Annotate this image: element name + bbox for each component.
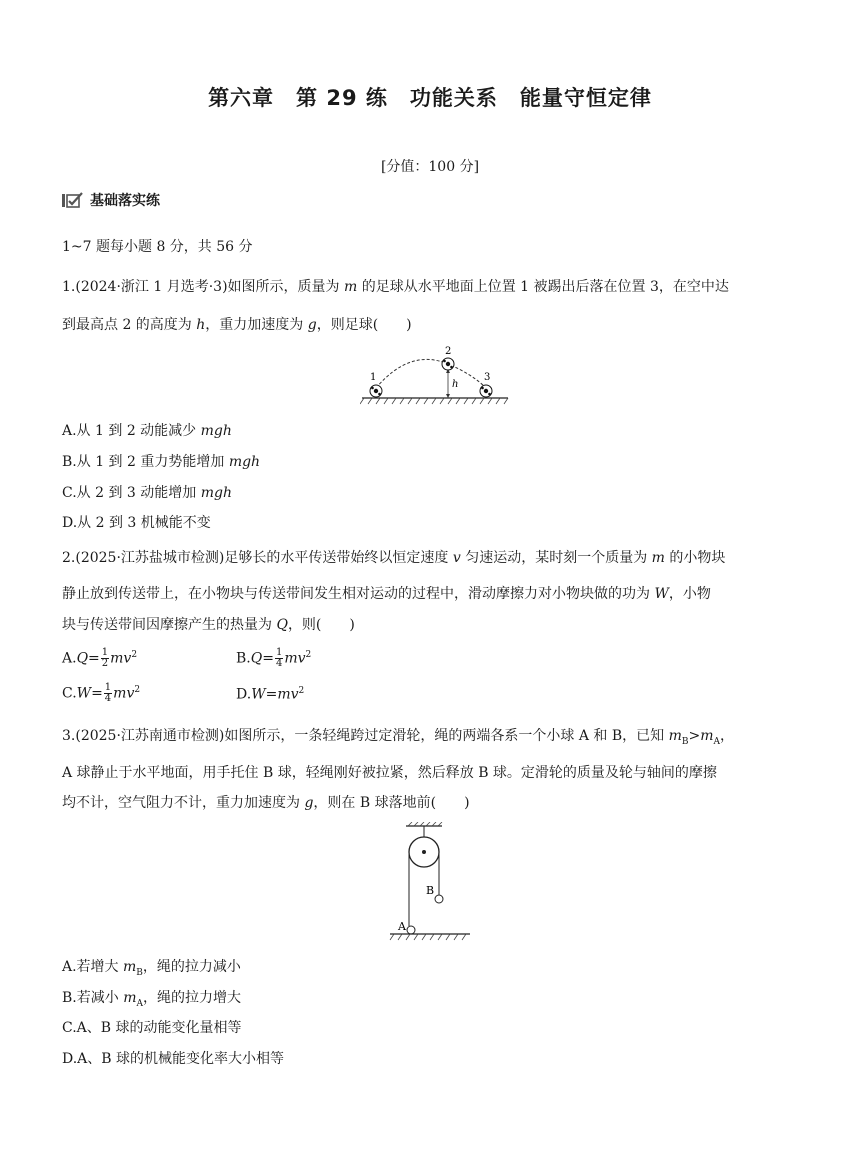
var-m: m bbox=[651, 550, 665, 566]
football-trajectory-figure bbox=[360, 342, 510, 408]
fig-label-2: 2 bbox=[445, 346, 452, 357]
fig-label-h: h bbox=[452, 379, 459, 390]
q2-option-a[interactable]: A.Q= $\frac{1}{2}$ $mv^2$ bbox=[62, 647, 138, 669]
ball-2 bbox=[442, 358, 454, 370]
fraction: $\frac{1}{4}$ bbox=[275, 647, 283, 669]
var-v: v bbox=[452, 550, 461, 566]
ball-3 bbox=[480, 385, 492, 397]
var-m: m bbox=[344, 279, 358, 295]
var-q: Q bbox=[276, 617, 288, 633]
q3-option-a[interactable]: A.若增大 $m_B$，绳的拉力减小 bbox=[62, 959, 241, 978]
q1-text: 到最高点 2 的高度为 bbox=[62, 317, 197, 333]
q1-text: ，则足球( ) bbox=[316, 317, 412, 333]
var-w: W bbox=[654, 586, 669, 602]
q1-option-d[interactable]: D.从 2 到 3 机械能不变 bbox=[62, 515, 211, 531]
ball-1 bbox=[370, 385, 382, 397]
q3-option-d[interactable]: D.A、B 球的机械能变化率大小相等 bbox=[62, 1051, 285, 1067]
q3-line-3: 均不计，空气阻力不计，重力加速度为 g，则在 B 球落地前( ) bbox=[62, 795, 470, 811]
q3-number: 3.( bbox=[62, 728, 81, 744]
ball-a bbox=[407, 926, 415, 934]
q2-source: 2025·江苏盐城市检测 bbox=[80, 550, 219, 566]
score-label: [分值：100 分] bbox=[380, 159, 480, 175]
section-label: 基础落实练 bbox=[90, 193, 160, 209]
var-g: g bbox=[307, 317, 317, 333]
q2-line-2: 静止放到传送带上，在小物块与传送带间发生相对运动的过程中，滑动摩擦力对小物块做的功为 W，小物 bbox=[62, 586, 711, 602]
fraction: $\frac{1}{4}$ bbox=[104, 682, 112, 704]
q1-text: 的足球从水平地面上位置 1 被踢出后落在位置 3，在空中达 bbox=[357, 279, 729, 295]
fig-label-a: A bbox=[398, 920, 406, 933]
q1-option-b[interactable]: B.从 1 到 2 重力势能增加 mgh bbox=[62, 454, 261, 470]
checkbox-icon bbox=[62, 192, 84, 208]
pulley-axle bbox=[422, 850, 426, 854]
fraction: $\frac{1}{2}$ bbox=[101, 647, 109, 669]
fig-label-1: 1 bbox=[370, 372, 377, 383]
q1-option-a[interactable]: A.从 1 到 2 动能减少 mgh bbox=[62, 423, 232, 439]
q2-line-1: 2.(2025·江苏盐城市检测)足够长的水平传送带始终以恒定速度 v 匀速运动，某时刻一个质量为 m 的小物块 bbox=[62, 550, 726, 566]
q3-line-1: 3.(2025·江苏南通市检测)如图所示，一条轻绳跨过定滑轮，绳的两端各系一个小球 A 和 B，已知 $m_B>m_A$， bbox=[62, 728, 735, 747]
q3-source: 2025·江苏南通市检测 bbox=[80, 728, 219, 744]
q1-source: 2024·浙江 1 月选考·3 bbox=[80, 279, 223, 295]
q3-option-c[interactable]: C.A、B 球的动能变化量相等 bbox=[62, 1020, 242, 1036]
ground-hatching bbox=[390, 934, 466, 940]
ball-b bbox=[435, 895, 443, 903]
q1-line-2 bbox=[62, 314, 412, 334]
instruction-text: 1~7 题每小题 8 分，共 56 分 bbox=[62, 239, 253, 255]
ground-hatching bbox=[360, 398, 508, 404]
q3-line-2: A 球静止于水平地面，用手托住 B 球，轻绳刚好被拉紧，然后释放 B 球。定滑轮的质量及轮与轴间的摩擦 bbox=[62, 765, 717, 781]
pulley-figure bbox=[388, 822, 474, 944]
q1-text: ，重力加速度为 bbox=[205, 317, 308, 333]
q2-number: 2.( bbox=[62, 550, 81, 566]
fig-label-b: B bbox=[426, 884, 435, 897]
q3-option-b[interactable]: B.若减小 $m_A$，绳的拉力增大 bbox=[62, 990, 241, 1009]
q1-text: )如图所示，质量为 bbox=[222, 279, 344, 295]
var-h: h bbox=[196, 317, 206, 333]
page-title: 第六章 第 29 练 功能关系 能量守恒定律 bbox=[208, 86, 652, 110]
trajectory-path bbox=[376, 359, 486, 388]
q2-option-d[interactable]: $D.W=mv^2$ bbox=[236, 686, 305, 703]
q1-option-c[interactable]: C.从 2 到 3 动能增加 mgh bbox=[62, 485, 232, 501]
q2-option-b[interactable]: B.Q= $\frac{1}{4}$ $mv^2$ bbox=[236, 647, 312, 669]
q2-option-c[interactable]: C.W= $\frac{1}{4}$ $mv^2$ bbox=[62, 682, 141, 704]
var-g: g bbox=[304, 795, 314, 811]
fig-label-3: 3 bbox=[484, 372, 491, 383]
section-header bbox=[62, 190, 160, 210]
q1-line-1 bbox=[62, 276, 729, 296]
q1-number: 1.( bbox=[62, 279, 81, 295]
q2-line-3: 块与传送带间因摩擦产生的热量为 Q，则( ) bbox=[62, 617, 355, 633]
